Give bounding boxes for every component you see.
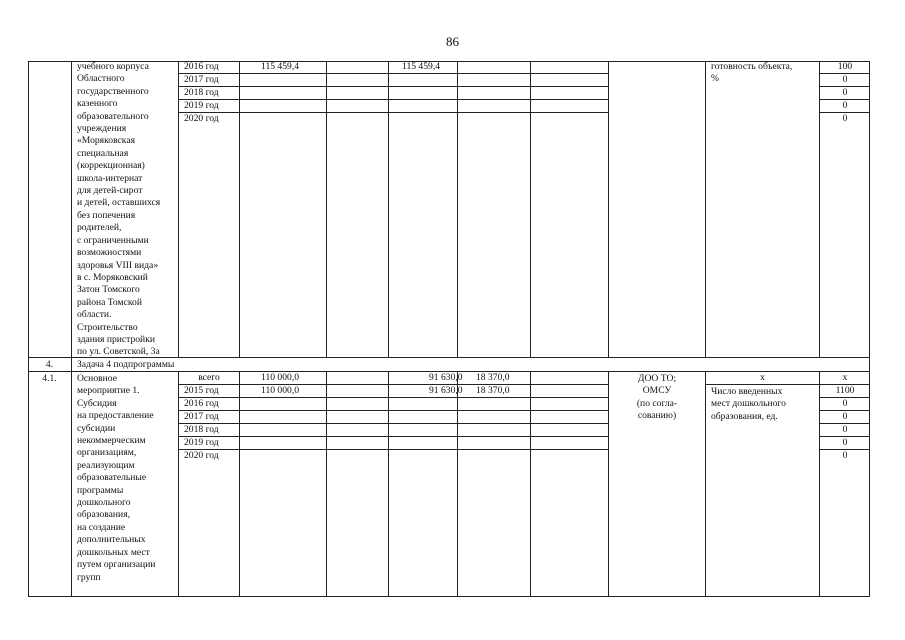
year-label: 2015 год bbox=[184, 385, 219, 396]
col-line bbox=[388, 61, 389, 357]
col-line bbox=[239, 371, 240, 597]
col-line bbox=[326, 371, 327, 597]
amount-regional: 91 630,0 bbox=[429, 372, 463, 383]
indicator-value: 0 bbox=[842, 398, 848, 409]
indicator-name: Число введенных мест дошкольного образования, ед. bbox=[711, 386, 786, 422]
row-line bbox=[178, 397, 609, 398]
year-label: 2017 год bbox=[184, 411, 219, 422]
year-label: всего bbox=[198, 372, 220, 383]
indicator-value: 100 bbox=[837, 61, 853, 72]
year-label: 2018 год bbox=[184, 87, 219, 98]
col-line bbox=[869, 61, 870, 597]
year-label: 2017 год bbox=[184, 74, 219, 85]
executor: ДОО ТО; ОМСУ (по согла- сованию) bbox=[636, 373, 678, 422]
year-label: 2016 год bbox=[184, 398, 219, 409]
page-number: 86 bbox=[446, 34, 459, 49]
amount-total: 110 000,0 bbox=[261, 385, 300, 396]
measure-description: учебного корпуса Областного государственного казенного образовательного учреждения «Моряковская специальная (коррекционная) школа-интернат для детей-сирот и детей, оставшихся без попечения родителей, с ограниченными возможностями здоровья VIII вида» в с. Моряковский Затон Томского района Томской области. Строительство здания пристройки по ул. Советской, 3а bbox=[77, 61, 161, 358]
task-number: 4. bbox=[45, 359, 54, 370]
indicator-value: х bbox=[842, 372, 848, 383]
row-line bbox=[178, 449, 609, 450]
year-label: 2019 год bbox=[184, 100, 219, 111]
row-line bbox=[178, 436, 609, 437]
indicator-value: 0 bbox=[842, 411, 848, 422]
col-line bbox=[178, 61, 179, 357]
indicator-value: 1100 bbox=[835, 385, 855, 396]
program-table bbox=[28, 61, 870, 597]
amount-local: 18 370,0 bbox=[476, 372, 510, 383]
col-line bbox=[28, 61, 29, 597]
indicator-name: готовность объекта, % bbox=[711, 61, 793, 85]
amount-total: 110 000,0 bbox=[261, 372, 300, 383]
col-line bbox=[530, 61, 531, 357]
row-line bbox=[178, 73, 609, 74]
year-label: 2019 год bbox=[184, 437, 219, 448]
col-line bbox=[239, 61, 240, 357]
measure-number: 4.1. bbox=[42, 373, 57, 384]
col-line bbox=[457, 371, 458, 597]
indicator-value: 0 bbox=[842, 437, 848, 448]
year-label: 2018 год bbox=[184, 424, 219, 435]
col-line bbox=[457, 61, 458, 357]
row-line bbox=[178, 112, 609, 113]
col-line bbox=[326, 61, 327, 357]
indicator-value: 0 bbox=[842, 424, 848, 435]
row-line bbox=[178, 384, 609, 385]
col-line bbox=[705, 61, 706, 357]
col-line bbox=[71, 61, 72, 597]
col-line bbox=[388, 371, 389, 597]
row-line bbox=[178, 423, 609, 424]
col-line bbox=[608, 61, 609, 357]
year-label: 2016 год bbox=[184, 61, 219, 72]
indicator-value: 0 bbox=[842, 113, 848, 124]
row-line bbox=[178, 86, 609, 87]
year-label: 2020 год bbox=[184, 113, 219, 124]
amount-total: 115 459,4 bbox=[261, 61, 300, 72]
indicator-value: 0 bbox=[842, 87, 848, 98]
year-label: 2020 год bbox=[184, 450, 219, 461]
col-line bbox=[530, 371, 531, 597]
amount-regional: 115 459,4 bbox=[402, 61, 441, 72]
col-line bbox=[705, 371, 706, 597]
indicator-value: 0 bbox=[842, 74, 848, 85]
row-line bbox=[178, 410, 609, 411]
row-line bbox=[705, 384, 820, 385]
indicator-value: 0 bbox=[842, 450, 848, 461]
measure-description: Основное мероприятие 1. Субсидия на предоставление субсидии некоммерческим организациям, реализующим образовательные программы дошкольного образования, на создание дополнительных дошкольных мест путем организации групп bbox=[77, 373, 156, 583]
indicator-value: 0 bbox=[842, 100, 848, 111]
indicator-placeholder: х bbox=[760, 372, 765, 383]
row-line bbox=[178, 99, 609, 100]
col-line bbox=[178, 371, 179, 597]
amount-regional: 91 630,0 bbox=[429, 385, 463, 396]
amount-local: 18 370,0 bbox=[476, 385, 510, 396]
task-title: Задача 4 подпрограммы bbox=[77, 359, 175, 370]
table-border-bottom bbox=[28, 596, 870, 597]
